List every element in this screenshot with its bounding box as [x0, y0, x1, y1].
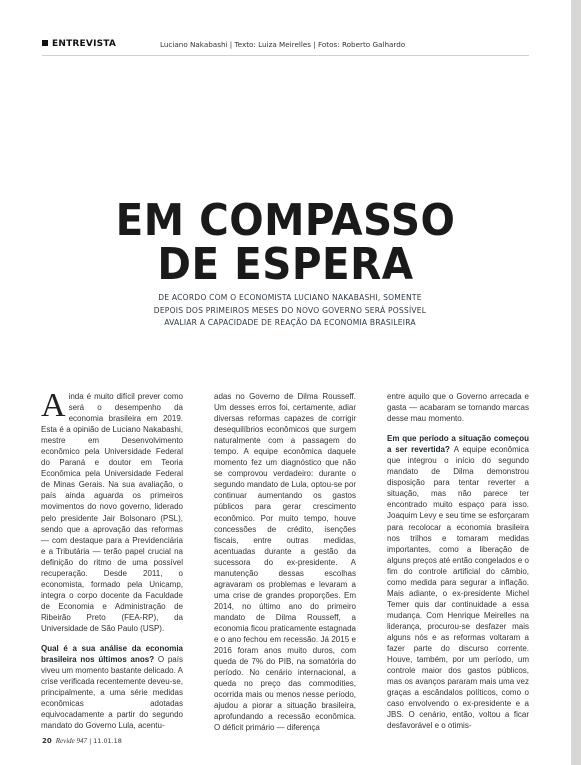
section-label [42, 39, 116, 49]
title-line-1: EM COMPASSO [115, 195, 456, 246]
page-header [42, 39, 529, 53]
subtitle-line-1: DE ACORDO COM O ECONOMISTA LUCIANO NAKABASHI, SOMENTE [158, 293, 422, 302]
header-divider [42, 55, 529, 56]
subtitle-line-3: AVALIAR A CAPACIDADE DE REAÇÃO DA ECONOMIA BRASILEIRA [164, 318, 416, 328]
section-text: ENTREVISTA [52, 39, 117, 49]
question-2: Em que período a situação começou a ser revertida? [387, 434, 529, 455]
answer-1-start: O país viveu um momento bastante delicado. A crise verificada recentemente deveu-se, principalmente, a uma série medidas econômicas adotadas equivocadamente a partir do segundo mandato do Governo Lula, acentu- [41, 655, 183, 731]
article-subtitle [60, 292, 520, 330]
text-column-1 [41, 387, 183, 731]
footer-separator: | [89, 737, 92, 745]
page-number: 20 [42, 737, 52, 745]
question-paragraph [41, 643, 183, 731]
intro-text: inda é muito difícil prever como será o desempenho da economia brasileira em 2019. Esta é a opinião de Luciano Nakabashi, mestre em Desenvolvimento econômico pela Universidade Federal do Paraná e doutor em Teoria Econômica pela Universidade Federal de Minas Gerais. Na sua avaliação, o país ainda aguarda os primeiros movimentos do novo governo, liderado pelo presidente Jair Bolsonaro (PSL), sendo que a aprovação das reformas — com destaque para a Previdenciária e a Tributária — terão papel crucial na definição do ritmo de uma possível recuperação. Desde 2011, o economista, formado pela Unicamp, integra o corpo docente da Faculdade de Economia e Administração de Ribeirão Preto (FEA-RP), da Universidade de São Paulo (USP). [41, 392, 183, 633]
text-column-3 [387, 391, 529, 731]
question-1: Qual é a sua análise da economia brasileira nos últimos anos? [41, 644, 183, 665]
answer-1-continued: adas no Governo de Dilma Rousseff. Um desses erros foi, certamente, adiar diversas reformas capazes de corrigir desequilíbrios econômicos que surgem naturalmente com a passagem do tempo. A equipe econômica daquele momento fez um diagnóstico que não se comprovou verdadeiro: durante o segundo mandato de Lula, optou-se por continuar aumentando os gastos públicos para gerar crescimento econômico. Por muito tempo, houve concessões de crédito, isenções fiscais, entre outras medidas, acentuadas durante a gestão da sucessora do ex-presidente. A manutenção dessas escolhas agravaram os problemas e levaram a uma crise de grandes proporções. Em 2014, no último ano do primeiro mandato de Dilma Rousseff, a economia ficou praticamente estagnada e o ano fechou em recessão. Já 2015 e 2016 foram anos muito duros, com queda de 7% do PIB, na somatória do período. No cenário internacional, a queda no preço das commodities, ocorrida mais ou menos nesse período, ajudou a piorar a situação brasileira, aprofundando a recessão econômica. O déficit primário — diferença [214, 392, 356, 733]
subtitle-line-2: DEPOIS DOS PRIMEIROS MESES DO NOVO GOVERNO SERÁ POSSÍVEL [153, 305, 427, 315]
drop-cap: A [41, 387, 66, 424]
text-column-2 [214, 391, 356, 733]
article-credits: Luciano Nakabashi | Texto: Luiza Meirelles | Fotos: Roberto Galhardo [160, 40, 406, 49]
page-edge [571, 0, 581, 765]
square-bullet-icon [42, 40, 48, 46]
issue-date: 11.01.18 [93, 737, 122, 745]
article-title [23, 195, 548, 290]
answer-2: A equipe econômica que integrou o início do segundo mandato de Dilma demonstrou disposição para tentar reverter a situação, mas não parece ter encontrado muito espaço para isso. Joaquim Levy e seu time se esforçaram para recolocar a economia brasileira nos trilhos e tomaram medidas importantes, como a liberação de alguns preços até então congelados e o fim do controle artificial do câmbio, como medida para segurar a inflação. Mais adiante, o ex-presidente Michel Temer quis dar continuidade a essa mudança. Com Henrique Meirelles na liderança, procurou-se desfazer mais alguns nós e as reformas voltaram a fazer parte do discurso corrente. Houve, também, por um período, um controle maior dos gastos públicos, mas os avanços pararam mais uma vez graças a escândalos políticos, como o caso envolvendo o ex-presidente e a JBS. O cenário, então, voltou a ficar desfavorável e o otimis- [387, 445, 529, 731]
magazine-name: Revide 947 [55, 737, 88, 745]
answer-1-end: entre aquilo que o Governo arrecada e gasta — acabaram se tornando marcas desse mau momento. [387, 392, 529, 424]
intro-paragraph [41, 387, 183, 634]
question-paragraph-2 [387, 433, 529, 731]
title-line-2: DE ESPERA [157, 239, 414, 290]
page-footer [42, 737, 122, 747]
